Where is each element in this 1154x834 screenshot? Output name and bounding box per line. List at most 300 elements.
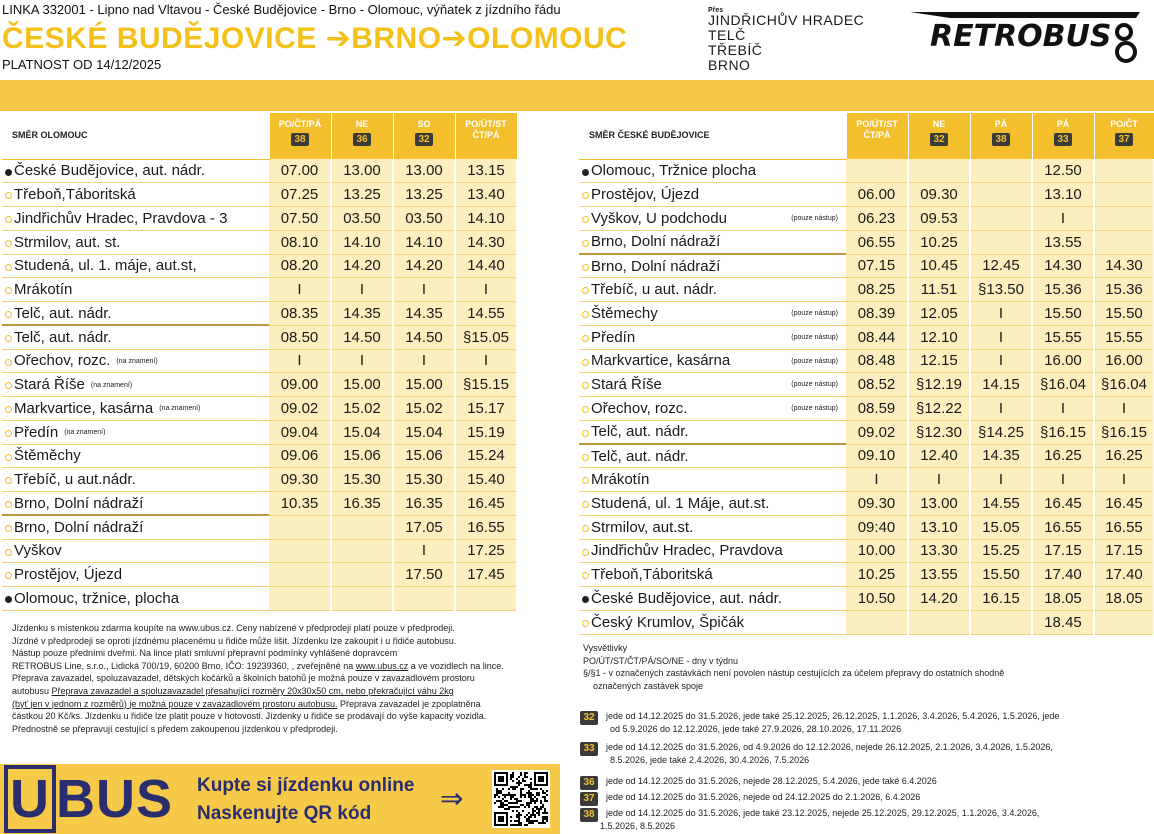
time-cell (269, 515, 331, 539)
badge-icon: 38 (992, 133, 1010, 146)
qr-code-icon[interactable] (492, 770, 550, 828)
legend-item: 36 jede od 14.12.2025 do 31.5.2026, nejede 28.12.2025, 5.4.2026, jede také 6.4.2026 (580, 775, 937, 788)
table-title: SMĚR OLOMOUC (2, 113, 269, 159)
time-cell: 12.40 (908, 444, 970, 468)
time-cell: 12.50 (1032, 159, 1094, 183)
time-cell: 17.25 (455, 539, 517, 563)
arrow-right-icon: ⇒ (440, 783, 464, 814)
table-row (579, 610, 1154, 634)
info-line: RETROBUS Line, s.r.o., Lidická 700/19, 60200 Brno, IČO: 19239360, , zveřejněné na www.ubus.cz a ve vozidlech na lince. (12, 660, 504, 671)
table-row (579, 444, 1154, 468)
stop-name: Předín (na znamení) (2, 420, 269, 444)
route-title: ČESKÉ BUDĚJOVICE ➔BRNO➔OLOMOUC (2, 22, 628, 55)
time-cell: 13.15 (455, 159, 517, 183)
time-cell: 09:40 (846, 515, 908, 539)
time-cell: 15.19 (455, 420, 517, 444)
time-cell: 12.15 (908, 349, 970, 373)
time-cell: 15.40 (455, 468, 517, 492)
time-cell: 14.20 (331, 254, 393, 278)
time-cell: 07.00 (269, 159, 331, 183)
time-cell: 16.25 (1094, 444, 1154, 468)
stop-note: (na znamení) (116, 357, 158, 365)
via-item: BRNO (708, 57, 751, 73)
table-row (2, 254, 517, 278)
time-cell: 12.10 (908, 325, 970, 349)
ubus-cta-line1: Kupte si jízdenku online (197, 775, 415, 796)
stop-name: Třeboň,Táboritská (2, 183, 269, 207)
time-cell: 03.50 (393, 207, 455, 231)
column-header: NE 36 (331, 113, 393, 159)
time-cell: 06.55 (846, 230, 908, 254)
time-cell: 17.15 (1094, 539, 1154, 563)
stop-name: Jindřichův Hradec, Pravdova (579, 539, 846, 563)
time-cell: 14.30 (1094, 254, 1154, 278)
time-cell: 15.06 (331, 444, 393, 468)
time-cell: 18.45 (1032, 610, 1094, 634)
table-row (579, 349, 1154, 373)
time-cell: §12.30 (908, 420, 970, 444)
table-row (2, 587, 517, 611)
time-cell: §15.05 (455, 325, 517, 349)
time-cell: I (970, 397, 1032, 421)
time-cell: 14.55 (455, 302, 517, 326)
info-line: Nástup pouze předními dveřmi. Na lince platí smluvní přepravní podmínky vyhlášené dopravcem (12, 648, 398, 659)
table-row (579, 207, 1154, 231)
stop-name: Vyškov, U podchodu (pouze nástup) (579, 207, 846, 231)
table-row (579, 278, 1154, 302)
table-row (2, 492, 517, 516)
table-row (2, 349, 517, 373)
time-cell: 14.50 (393, 325, 455, 349)
info-line: Přeprava zavazadel, spoluzavazadel, dětských kočárků a školních batohů je možná pouze v zavazadlovém prostoru (12, 673, 475, 684)
table-row (579, 515, 1154, 539)
legend-item: 32 jede od 14.12.2025 do 31.5.2026, jede také 25.12.2025, 26.12.2025, 1.1.2026, 3.4.2026, 5.4.2026, 1.5.2026, jede od 5.9.2026 do 12.12.2026, jede také 27.9.2026, 28.10.2026, 17.11.2026 (580, 710, 1059, 736)
time-cell: §13.50 (970, 278, 1032, 302)
time-cell: I (269, 349, 331, 373)
time-cell: 09.02 (846, 420, 908, 444)
legend-sect: §/§1 - v označených zastávkách není povolen nástup cestujících za účelem přepravy do ostatních shodně (583, 668, 1005, 678)
stop-name: Štěměchy (2, 444, 269, 468)
time-cell: 03.50 (331, 207, 393, 231)
time-cell: 17.40 (1094, 563, 1154, 587)
info-line: částkou 20 Kč/ks. Jízdenku u řidiče lze platit pouze v hotovosti. Jízdenky u řidiče se prodávají do výše kapacity vozidla. (12, 711, 487, 722)
time-cell: 17.45 (455, 563, 517, 587)
stop-name: Mrákotín (579, 468, 846, 492)
stop-name: České Budějovice, aut. nádr. (2, 159, 269, 183)
time-cell: I (455, 278, 517, 302)
time-cell: 08.59 (846, 397, 908, 421)
stop-note: (pouze nástup) (791, 310, 838, 317)
badge-icon: 32 (415, 133, 433, 146)
table-row (2, 397, 517, 421)
time-cell: 13.00 (331, 159, 393, 183)
time-cell: 16.35 (393, 492, 455, 516)
time-cell: §16.15 (1094, 420, 1154, 444)
time-cell: 18.05 (1032, 587, 1094, 611)
time-cell: 13.55 (908, 563, 970, 587)
time-cell: 13.00 (393, 159, 455, 183)
time-cell: 17.40 (1032, 563, 1094, 587)
time-cell: I (1032, 468, 1094, 492)
table-row (579, 539, 1154, 563)
time-cell: §15.15 (455, 373, 517, 397)
time-cell: 14.35 (970, 444, 1032, 468)
stop-note: (pouze nástup) (791, 215, 838, 222)
legend (583, 642, 1143, 692)
time-cell (331, 587, 393, 611)
badge-icon: 36 (580, 776, 598, 790)
time-cell: 15.06 (393, 444, 455, 468)
time-cell: 15.25 (970, 539, 1032, 563)
ubus-cta (197, 772, 414, 828)
time-cell: §16.04 (1032, 373, 1094, 397)
yellow-band (0, 80, 1154, 111)
stop-name: Telč, aut. nádr. (2, 302, 269, 326)
stop-name: Štěmechy (pouze nástup) (579, 302, 846, 326)
stop-name: České Budějovice, aut. nádr. (579, 587, 846, 611)
time-cell: 12.05 (908, 302, 970, 326)
stop-note: (na znamení) (159, 405, 201, 413)
time-cell: 14.10 (393, 230, 455, 254)
time-cell: I (331, 349, 393, 373)
badge-icon: 33 (1054, 133, 1072, 146)
time-cell: I (970, 349, 1032, 373)
ubus-link[interactable]: www.ubus.cz (355, 660, 409, 671)
validity-date: PLATNOST OD 14/12/2025 (2, 57, 162, 72)
time-cell: 09.04 (269, 420, 331, 444)
legend-item: 37 jede od 14.12.2025 do 31.5.2026, nejede od 24.12.2025 do 2.1.2026, 6.4.2026 (580, 791, 920, 804)
time-cell: 08.25 (846, 278, 908, 302)
time-cell: I (331, 278, 393, 302)
stop-name: Mrákotín (2, 278, 269, 302)
time-cell: I (846, 468, 908, 492)
time-cell (970, 183, 1032, 207)
time-cell: 08.48 (846, 349, 908, 373)
stop-name: Třebíč, u aut. nádr. (579, 278, 846, 302)
time-cell: 17.50 (393, 563, 455, 587)
stop-name: Studená, ul. 1. máje, aut.st, (2, 254, 269, 278)
time-cell: 15.30 (393, 468, 455, 492)
time-cell: 06.00 (846, 183, 908, 207)
time-cell: I (1032, 397, 1094, 421)
stop-name: Prostějov, Újezd (579, 183, 846, 207)
time-cell: I (393, 349, 455, 373)
time-cell (1094, 230, 1154, 254)
time-cell: 15.55 (1032, 325, 1094, 349)
via-item: TŘEBÍČ (708, 42, 763, 58)
time-cell: 14.10 (455, 207, 517, 231)
stop-name: Český Krumlov, Špičák (579, 610, 846, 634)
table-row (2, 468, 517, 492)
time-cell: 10.25 (908, 230, 970, 254)
time-cell: 09.53 (908, 207, 970, 231)
time-cell (269, 563, 331, 587)
time-cell: 09.10 (846, 444, 908, 468)
time-cell: 14.30 (455, 230, 517, 254)
ubus-banner[interactable] (0, 764, 560, 834)
time-cell: I (970, 468, 1032, 492)
table-row (579, 468, 1154, 492)
time-cell: 17.05 (393, 515, 455, 539)
time-cell (970, 159, 1032, 183)
stop-name: Vyškov (2, 539, 269, 563)
time-cell: I (1032, 207, 1094, 231)
time-cell: 13.25 (393, 183, 455, 207)
time-cell: 06.23 (846, 207, 908, 231)
time-cell: 15.04 (393, 420, 455, 444)
stop-name: Třebíč, u aut.nádr. (2, 468, 269, 492)
time-cell: I (970, 302, 1032, 326)
time-cell (846, 610, 908, 634)
table-row (579, 183, 1154, 207)
table-row (579, 563, 1154, 587)
stop-name: Olomouc, tržnice, plocha (2, 587, 269, 611)
stop-name: Ořechov, rozc. (pouze nástup) (579, 397, 846, 421)
table-row (579, 587, 1154, 611)
timetable-direction-ceske-budejovice (579, 113, 1154, 635)
info-line: (byť jen v jednom z rozměrů) je možná pouze v zavazadlovém prostoru autobusu. Přeprava zavazadel je zpoplatněna (12, 698, 481, 709)
time-cell: 16.25 (1032, 444, 1094, 468)
time-cell: 13.30 (908, 539, 970, 563)
info-line: Přednostně se přepravují cestující s předem zakoupenou jízdenkou v předprodeji. (12, 723, 338, 734)
time-cell (970, 207, 1032, 231)
timetable-direction-olomouc (2, 113, 518, 611)
table-title: SMĚR ČESKÉ BUDĚJOVICE (579, 113, 846, 159)
time-cell: 07.25 (269, 183, 331, 207)
time-cell: 15.05 (970, 515, 1032, 539)
table-row (2, 325, 517, 349)
stop-name: Třeboň,Táboritská (579, 563, 846, 587)
time-cell (1094, 610, 1154, 634)
table-row (2, 563, 517, 587)
via-list (708, 13, 864, 73)
info-line: Jízdenku s místenkou zdarma koupíte na www.ubus.cz. Ceny nabízené v předprodeji platí pouze v předprodeji. (12, 623, 455, 633)
time-cell: 15.00 (393, 373, 455, 397)
time-cell: 08.52 (846, 373, 908, 397)
table-row (579, 302, 1154, 326)
time-cell: 14.50 (331, 325, 393, 349)
time-cell: I (908, 468, 970, 492)
table-row (579, 230, 1154, 254)
time-cell: 10.35 (269, 492, 331, 516)
time-cell: 13.55 (1032, 230, 1094, 254)
time-cell: 18.05 (1094, 587, 1154, 611)
time-cell (1094, 207, 1154, 231)
table-row (579, 397, 1154, 421)
table-row (579, 325, 1154, 349)
table-row (2, 159, 517, 183)
time-cell: 16.55 (455, 515, 517, 539)
table-row (2, 302, 517, 326)
stop-name: Strmilov, aut. st. (2, 230, 269, 254)
column-header: PO/ÚT/ST ČT/PÁ (846, 113, 908, 159)
time-cell: 13.10 (908, 515, 970, 539)
time-cell: 13.40 (455, 183, 517, 207)
time-cell: 14.40 (455, 254, 517, 278)
time-cell: §12.19 (908, 373, 970, 397)
time-cell: 10.45 (908, 254, 970, 278)
time-cell: I (970, 325, 1032, 349)
time-cell: 08.35 (269, 302, 331, 326)
time-cell: I (1094, 468, 1154, 492)
time-cell: 10.50 (846, 587, 908, 611)
time-cell: 15.17 (455, 397, 517, 421)
time-cell: §12.22 (908, 397, 970, 421)
time-cell (393, 587, 455, 611)
stop-name: Telč, aut. nádr. (579, 444, 846, 468)
logo-text: RETROBUS (930, 19, 1112, 54)
table-row (2, 278, 517, 302)
stop-name: Brno, Dolní nádraží (2, 492, 269, 516)
badge-icon: 33 (580, 742, 598, 756)
time-cell: 15.02 (393, 397, 455, 421)
badge-icon: 32 (580, 711, 598, 725)
table-row (579, 420, 1154, 444)
ubus-logo-u: U (4, 765, 56, 833)
time-cell: §16.04 (1094, 373, 1154, 397)
time-cell: 09.00 (269, 373, 331, 397)
time-cell: 13.25 (331, 183, 393, 207)
time-cell: I (1094, 397, 1154, 421)
stop-note: (pouze nástup) (791, 405, 838, 412)
time-cell: 09.30 (846, 492, 908, 516)
time-cell: 13.10 (1032, 183, 1094, 207)
via-item: TELČ (708, 27, 746, 43)
time-cell: 13.00 (908, 492, 970, 516)
time-cell: 09.02 (269, 397, 331, 421)
time-cell: 16.55 (1094, 515, 1154, 539)
column-header: PO/ČT 37 (1094, 113, 1154, 159)
time-cell: 09.30 (908, 183, 970, 207)
time-cell (455, 587, 517, 611)
time-cell: 16.55 (1032, 515, 1094, 539)
badge-icon: 37 (580, 792, 598, 806)
time-cell (1094, 159, 1154, 183)
time-cell: 15.02 (331, 397, 393, 421)
stop-name: Stará Říše (na znamení) (2, 373, 269, 397)
badge-icon: 36 (353, 133, 371, 146)
time-cell (269, 539, 331, 563)
stop-name: Prostějov, Újezd (2, 563, 269, 587)
time-cell: 16.15 (970, 587, 1032, 611)
time-cell: I (393, 278, 455, 302)
stop-name: Strmilov, aut.st. (579, 515, 846, 539)
stop-name: Ořechov, rozc. (na znamení) (2, 349, 269, 373)
legend-item: 33 jede od 14.12.2025 do 31.5.2026, od 4.9.2026 do 12.12.2026, nejede 26.12.2025, 2.1.2026, 3.4.2026, 1.5.2026, 8.5.2026, jede také 2.4.2026, 30.4.2026, 7.5.2026 (580, 741, 1053, 767)
time-cell: 08.50 (269, 325, 331, 349)
stop-name: Studená, ul. 1 Máje, aut.st. (579, 492, 846, 516)
time-cell: 15.50 (1032, 302, 1094, 326)
stop-name: Brno, Dolní nádraží (579, 230, 846, 254)
retrobus-logo (910, 8, 1146, 64)
stop-name: Telč, aut. nádr. (579, 420, 846, 444)
time-cell: 14.10 (331, 230, 393, 254)
badge-icon: 32 (930, 133, 948, 146)
table-row (579, 492, 1154, 516)
time-cell: §16.15 (1032, 420, 1094, 444)
badge-icon: 38 (291, 133, 309, 146)
info-line: autobusu Přeprava zavazadel a spoluzavazadel přesahující rozměry 20x30x50 cm, nebo překračující váhu 2kg (12, 685, 454, 696)
time-cell (331, 539, 393, 563)
ubus-logo: U BUS (4, 770, 173, 828)
stop-name: Brno, Dolní nádraží (2, 515, 269, 539)
time-cell: 14.30 (1032, 254, 1094, 278)
info-line: Jízdné v předprodeji se oproti jízdnému placenému u řidiče může lišit. Jízdenku lze zakoupit i u řidiče autobusu. (12, 635, 457, 646)
time-cell: 08.10 (269, 230, 331, 254)
column-header: PO/ČT/PÁ 38 (269, 113, 331, 159)
table-row (2, 183, 517, 207)
column-header: NE 32 (908, 113, 970, 159)
column-header: PÁ 38 (970, 113, 1032, 159)
time-cell: I (393, 539, 455, 563)
time-cell: 10.00 (846, 539, 908, 563)
table-row (2, 539, 517, 563)
stop-name: Olomouc, Tržnice plocha (579, 159, 846, 183)
time-cell (970, 230, 1032, 254)
stop-note: (pouze nástup) (791, 333, 838, 341)
time-cell (908, 159, 970, 183)
time-cell (908, 610, 970, 634)
time-cell: 15.00 (331, 373, 393, 397)
table-row (579, 254, 1154, 278)
column-header: PÁ 33 (1032, 113, 1094, 159)
time-cell: §14.25 (970, 420, 1032, 444)
time-cell: 15.50 (970, 563, 1032, 587)
time-cell: 14.20 (908, 587, 970, 611)
time-cell (1094, 183, 1154, 207)
time-cell: 15.36 (1032, 278, 1094, 302)
time-cell: 10.25 (846, 563, 908, 587)
stop-name: Markvartice, kasárna (na znamení) (2, 397, 269, 421)
stop-note: (pouze nástup) (791, 381, 838, 389)
time-cell (970, 610, 1032, 634)
stop-name: Stará Říše (pouze nástup) (579, 373, 846, 397)
time-cell (846, 159, 908, 183)
stop-name: Markvartice, kasárna (pouze nástup) (579, 349, 846, 373)
stop-name: Brno, Dolní nádraží (579, 254, 846, 278)
time-cell: 07.50 (269, 207, 331, 231)
time-cell: 09.30 (269, 468, 331, 492)
table-row (2, 230, 517, 254)
time-cell (269, 587, 331, 611)
time-cell (331, 515, 393, 539)
time-cell: 15.36 (1094, 278, 1154, 302)
time-cell: 08.20 (269, 254, 331, 278)
time-cell: 15.04 (331, 420, 393, 444)
table-row (579, 159, 1154, 183)
legend-title: Vysvětlivky (583, 643, 628, 653)
badge-icon: 38 (580, 808, 598, 822)
time-cell: 14.55 (970, 492, 1032, 516)
time-cell: 12.45 (970, 254, 1032, 278)
time-cell (331, 563, 393, 587)
via-label: Přes (708, 7, 724, 14)
time-cell: 14.15 (970, 373, 1032, 397)
table-row (2, 444, 517, 468)
via-item: JINDŘICHŮV HRADEC (708, 12, 865, 28)
time-cell: 14.35 (393, 302, 455, 326)
stop-name: Jindřichův Hradec, Pravdova - 3 (2, 207, 269, 231)
column-header: PO/ÚT/ST ČT/PÁ (455, 113, 517, 159)
legend-sect: označených zastávek spoje (593, 680, 704, 691)
time-cell: 16.00 (1094, 349, 1154, 373)
stop-note: (na znamení) (64, 429, 106, 437)
time-cell: 15.55 (1094, 325, 1154, 349)
table-row (2, 207, 517, 231)
time-cell: 16.45 (1094, 492, 1154, 516)
time-cell: 16.00 (1032, 349, 1094, 373)
legend-days: PO/ÚT/ST/ČT/PÁ/SO/NE - dny v týdnu (583, 655, 739, 666)
